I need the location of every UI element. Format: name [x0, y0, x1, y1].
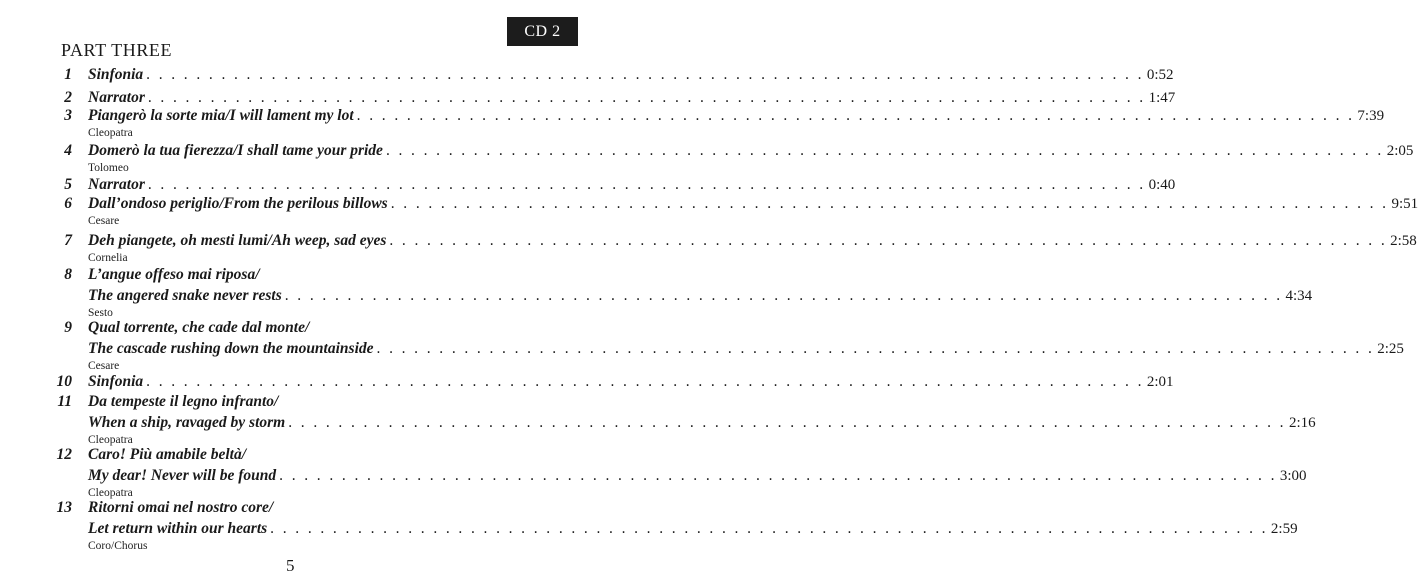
- dot-leader: . . . . . . . . . . . . . . . . . . . . . . . . . . . . . . . . . . . . . . . . . . . . . . . . . . . . . . . . . . . . . . . . . . . . . . . . . . . . . . . .: [146, 66, 1144, 83]
- dot-leader: . . . . . . . . . . . . . . . . . . . . . . . . . . . . . . . . . . . . . . . . . . . . . . . . . . . . . . . . . . . . . . . . . . . . . . . . . . . . . . . .: [270, 520, 1268, 537]
- track-duration: 0:40: [1148, 177, 1176, 193]
- dot-leader: . . . . . . . . . . . . . . . . . . . . . . . . . . . . . . . . . . . . . . . . . . . . . . . . . . . . . . . . . . . . . . . . . . . . . . . . . . . . . . . .: [146, 373, 1144, 390]
- track-title-line: [88, 195, 1418, 215]
- part-title: PART THREE: [61, 40, 173, 60]
- track-performer: Coro/Chorus: [88, 540, 148, 552]
- dot-leader: . . . . . . . . . . . . . . . . . . . . . . . . . . . . . . . . . . . . . . . . . . . . . . . . . . . . . . . . . . . . . . . . . . . . . . . . . . . . . . . .: [288, 414, 1286, 431]
- track-number: 6: [64, 195, 72, 212]
- cd-label-badge: CD 2: [507, 17, 578, 46]
- track-number: 9: [64, 319, 72, 336]
- track-title-text: Piangerò la sorte mia/I will lament my lot: [88, 107, 354, 124]
- track-number: 7: [64, 232, 72, 249]
- track-title-line: [88, 232, 1417, 252]
- track-duration: 4:34: [1285, 288, 1313, 304]
- track-title-line: [88, 340, 1404, 360]
- dot-leader: . . . . . . . . . . . . . . . . . . . . . . . . . . . . . . . . . . . . . . . . . . . . . . . . . . . . . . . . . . . . . . . . . . . . . . . . . . . . . . . .: [147, 89, 1146, 106]
- track-title-line: [88, 287, 1313, 307]
- track-title-text: L’angue offeso mai riposa/: [88, 266, 260, 283]
- track-performer: Cleopatra: [88, 487, 133, 499]
- track-duration: 2:25: [1377, 341, 1404, 357]
- track-title-line: [88, 446, 538, 466]
- dot-leader: . . . . . . . . . . . . . . . . . . . . . . . . . . . . . . . . . . . . . . . . . . . . . . . . . . . . . . . . . . . . . . . . . . . . . . . . . . . . . . . .: [376, 340, 1375, 357]
- track-title-text: The angered snake never rests: [88, 287, 282, 304]
- track-title-line: [88, 266, 538, 286]
- track-duration: 0:52: [1146, 67, 1174, 83]
- track-duration: 2:05: [1386, 143, 1414, 159]
- track-performer: Cornelia: [88, 252, 128, 264]
- track-number: 13: [56, 499, 72, 516]
- track-title-line: [88, 414, 1316, 434]
- track-number: 5: [64, 176, 72, 193]
- track-title-line: [88, 107, 1385, 127]
- track-performer: Sesto: [88, 307, 113, 319]
- track-title-text: Ritorni omai nel nostro core/: [88, 499, 274, 516]
- track-duration: 2:01: [1146, 374, 1174, 390]
- track-duration: 1:47: [1148, 90, 1176, 106]
- track-number: 1: [64, 66, 72, 83]
- page-number: 5: [286, 556, 295, 575]
- dot-leader: . . . . . . . . . . . . . . . . . . . . . . . . . . . . . . . . . . . . . . . . . . . . . . . . . . . . . . . . . . . . . . . . . . . . . . . . . . . . . . . .: [356, 107, 1355, 124]
- track-title-text: Dall’ondoso periglio/From the perilous billows: [88, 195, 388, 212]
- track-duration: 7:39: [1357, 108, 1385, 124]
- dot-leader: . . . . . . . . . . . . . . . . . . . . . . . . . . . . . . . . . . . . . . . . . . . . . . . . . . . . . . . . . . . . . . . . . . . . . . . . . . . . . . . .: [385, 142, 1384, 159]
- track-title-text: Narrator: [88, 89, 145, 106]
- track-number: 2: [64, 89, 72, 106]
- track-performer: Cleopatra: [88, 434, 133, 446]
- track-title-text: Let return within our hearts: [88, 520, 268, 537]
- track-performer: Cleopatra: [88, 127, 133, 139]
- track-title-line: [88, 319, 538, 339]
- track-title-line: [88, 467, 1307, 487]
- track-title-text: Sinfonia: [88, 66, 144, 83]
- track-title-text: My dear! Never will be found: [88, 467, 277, 484]
- track-title-line: [88, 520, 1298, 540]
- dot-leader: . . . . . . . . . . . . . . . . . . . . . . . . . . . . . . . . . . . . . . . . . . . . . . . . . . . . . . . . . . . . . . . . . . . . . . . . . . . . . . . .: [284, 287, 1283, 304]
- dot-leader: . . . . . . . . . . . . . . . . . . . . . . . . . . . . . . . . . . . . . . . . . . . . . . . . . . . . . . . . . . . . . . . . . . . . . . . . . . . . . . . .: [147, 176, 1146, 193]
- track-title-text: Narrator: [88, 176, 145, 193]
- track-duration: 2:58: [1390, 233, 1417, 249]
- track-title-line: [88, 66, 1174, 86]
- track-title-text: Sinfonia: [88, 373, 144, 390]
- track-performer: Cesare: [88, 360, 120, 372]
- track-title-text: Deh piangete, oh mesti lumi/Ah weep, sad eyes: [88, 232, 387, 249]
- track-duration: 2:59: [1270, 521, 1298, 537]
- track-duration: 3:00: [1279, 468, 1307, 484]
- track-title-line: [88, 373, 1174, 393]
- track-title-line: [88, 499, 538, 519]
- track-title-text: Caro! Più amabile beltà/: [88, 446, 247, 463]
- dot-leader: . . . . . . . . . . . . . . . . . . . . . . . . . . . . . . . . . . . . . . . . . . . . . . . . . . . . . . . . . . . . . . . . . . . . . . . . . . . . . . . .: [279, 467, 1277, 484]
- track-title-line: [88, 393, 538, 413]
- track-number: 12: [56, 446, 72, 463]
- track-title-text: Qual torrente, che cade dal monte/: [88, 319, 310, 336]
- track-duration: 2:16: [1288, 415, 1316, 431]
- track-duration: 9:51: [1391, 196, 1418, 212]
- track-title-text: Da tempeste il legno infranto/: [88, 393, 279, 410]
- track-title-text: Domerò la tua fierezza/I shall tame your pride: [88, 142, 383, 159]
- track-title-line: [88, 176, 1176, 196]
- track-number: 4: [64, 142, 72, 159]
- dot-leader: . . . . . . . . . . . . . . . . . . . . . . . . . . . . . . . . . . . . . . . . . . . . . . . . . . . . . . . . . . . . . . . . . . . . . . . . . . . . . . . .: [389, 232, 1388, 249]
- track-performer: Cesare: [88, 215, 120, 227]
- track-title-line: [88, 89, 1176, 109]
- dot-leader: . . . . . . . . . . . . . . . . . . . . . . . . . . . . . . . . . . . . . . . . . . . . . . . . . . . . . . . . . . . . . . . . . . . . . . . . . . . . . . . .: [390, 195, 1389, 212]
- track-title-text: When a ship, ravaged by storm: [88, 414, 286, 431]
- track-number: 11: [57, 393, 72, 410]
- track-title-text: The cascade rushing down the mountainside: [88, 340, 374, 357]
- track-number: 3: [64, 107, 72, 124]
- track-number: 10: [56, 373, 72, 390]
- track-number: 8: [64, 266, 72, 283]
- track-title-line: [88, 142, 1414, 162]
- track-performer: Tolomeo: [88, 162, 129, 174]
